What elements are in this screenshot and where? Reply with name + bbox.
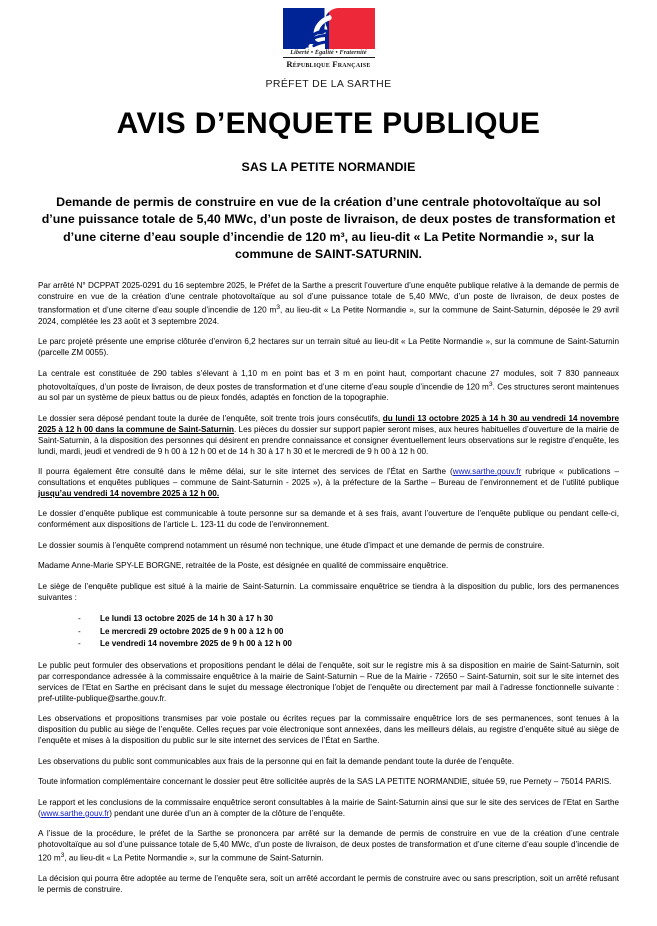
document-header	[38, 0, 619, 90]
paragraph-issue-text-a: A l’issue de la procédure, le préfet de la Sarthe se prononcera par arrêté sur la demande de permis de construire en vue de la création d’une centrale photovoltaïque au sol d’une puissance totale de 5,40 MWc, d’un poste de livraison, de deux postes de transformation et d’une citerne d’eau souple d’incendie de 120 m	[38, 829, 619, 863]
paragraph-consultation-en-ligne	[38, 467, 619, 500]
paragraph-arrete-text-a: Par arrêté N° DCPPAT 2025-0291 du 16 septembre 2025, le Préfet de la Sarthe a prescrit l’ouverture d’une enquête publique relative à la demande de permis de construire en vue de la création d’une centrale photovoltaïque au sol d’une puissance totale de 5,40 MWc, d’un poste de livraison, de deux postes de transformation et d’une citerne d’eau souple d’incendie de 120 m	[38, 281, 619, 315]
republique-francaise-text: République Française	[286, 59, 371, 69]
devise-text: Liberté • Égalité • Fraternité	[290, 50, 367, 56]
superscript-cube-3: 3	[60, 852, 65, 860]
paragraph-centrale-text-b: . Ces structures seront maintenues au sol par un système de pieux battus ou de pieux fondés, adaptés en fonction de la topographie.	[38, 382, 619, 403]
paragraph-centrale-description	[38, 369, 619, 405]
paragraph-information-complementaire: Toute information complémentaire concernant le dossier peut être sollicitée auprès de la SAS LA PETITE NORMANDIE, située 59, rue Pernety – 75014 PARIS.	[38, 777, 612, 787]
paragraph-observations-communicables: Les observations du public sont communicables aux frais de la personne qui en fait la demande pendant toute la durée de l’enquête.	[38, 756, 515, 766]
paragraph-parc-projete: Le parc projeté présente une emprise clôturée d’environ 6,2 hectares sur un terrain situé au lieu-dit « La Petite Normandie », sur la commune de Saint-Saturnin (parcelle ZM 0055).	[38, 337, 619, 358]
paragraph-issue-text-b: , au lieu-dit « La Petite Normandie », sur la commune de Saint-Saturnin.	[64, 853, 324, 863]
paragraph-rapport-text-a: Le rapport et les conclusions de la commissaire enquêtrice seront consultables à la mairie de Saint-Saturnin ainsi que sur le site des services de l’Etat en Sarthe (	[38, 797, 619, 818]
paragraph-dossier-depot	[38, 414, 619, 458]
permanences-list	[38, 613, 619, 650]
paragraph-consultation-text-b: rubrique « publications – consultations et enquêtes publiques – commune de Saint-Saturnin - 2025 »), à la préfecture de la Sarthe – Bureau de l’environnement et de l’utilité publique	[38, 467, 619, 488]
paragraph-arrete-text-b: , au lieu-dit « La Petite Normandie », sur la commune de Saint-Saturnin, déposée le 29 avril 2024, complétée les 23 août et 3 septembre 2024.	[38, 305, 619, 326]
prefect-line: PRÉFET DE LA SARTHE	[265, 78, 392, 90]
paragraph-siege-enquete: Le siège de l’enquête publique est situé à la mairie de Saint-Saturnin. La commissaire enquêtrice se tiendra à la disposition du public, lors des permanences suivantes :	[38, 581, 619, 602]
paragraph-rapport-text-b: ) pendant une durée d’un an à compter de la clôture de l’enquête.	[109, 808, 346, 818]
superscript-cube-1: 3	[276, 303, 281, 311]
enquiry-dates-emphasis: du lundi 13 octobre 2025 à 14 h 30 au vendredi 14 novembre 2025 à 12 h 00 dans la commune de Saint-Saturnin	[38, 413, 619, 434]
list-item: - Le vendredi 14 novembre 2025 de 9 h 00 à 12 h 00	[38, 638, 619, 650]
document-body	[38, 281, 619, 896]
paragraph-commissaire-enquetrice: Madame Anne-Marie SPY-LE BORGNE, retraitée de la Poste, est désignée en qualité de commissaire enquêtrice.	[38, 561, 449, 571]
superscript-cube-2: 3	[488, 380, 493, 388]
company-subtitle: SAS LA PETITE NORMANDIE	[241, 159, 416, 174]
paragraph-contenu-dossier: Le dossier soumis à l’enquête comprend notamment un résumé non technique, une étude d’impact et une demande de permis de construire.	[38, 540, 545, 550]
paragraph-arrete	[38, 281, 619, 328]
list-item: - Le mercredi 29 octobre 2025 de 9 h 00 à 12 h 00	[38, 626, 619, 638]
paragraph-issue-procedure	[38, 829, 619, 865]
paragraph-rapport-conclusions	[38, 798, 619, 820]
paragraph-dossier-text-a: Le dossier sera déposé pendant toute la durée de l’enquête, soit trente trois jours consécutifs,	[38, 413, 383, 423]
paragraph-observations-transmission: Les observations et propositions transmises par voie postale ou écrites reçues par la commissaire enquêtrice lors de ses permanences, sont tenues à la disposition du public au siège de l’enquête. Celles reçues par voie électronique sont annexées, dans les meilleurs délais, au registre d’enquête situé au siège de l’enquête et mises à la disposition du public sur le site internet des services de l’État en Sarthe.	[38, 714, 619, 746]
page-title: AVIS D’ENQUETE PUBLIQUE	[116, 107, 541, 140]
paragraph-communicabilite: Le dossier d’enquête publique est communicable à toute personne sur sa demande et à ses frais, avant l’ouverture de l’enquête publique ou pendant celle-ci, conformément aux dispositions de l’article L. 123-11 du code de l’environnement.	[38, 509, 619, 530]
paragraph-observations-public: Le public peut formuler des observations et propositions pendant le délai de l’enquête, soit sur le registre mis à sa disposition en mairie de Saint-Saturnin, soit par correspondance adressée à la commissaire enquêtrice à la mairie de Saint-Saturnin – Rue de la Mairie - 72650 – Saint-Saturnin, soit sur le site internet des services de l’Etat en Sarthe en précisant dans le sujet du message électronique l’objet de l’enquête ou directement par mail à l’adresse fonctionnelle suivante : pref-utilite-publique@sarthe.gouv.fr.	[38, 660, 619, 703]
consultation-deadline-emphasis: jusqu’au vendredi 14 novembre 2025 à 12 h 00.	[38, 489, 220, 498]
republique-francaise-marianne-logo	[283, 8, 375, 49]
paragraph-dossier-text-b: . Les pièces du dossier sur support papier seront mises, aux heures habituelles d’ouverture de la mairie de Saint-Saturnin, à la disposition des personnes qui désirent en prendre connaissance et consigner éventuellement leurs observations sur le registre d’enquête, les lundi, mardi, jeudi et vendredi de 9 h 00 à 12 h 00 et de 14 h 30 à 17 h 30 et le mercredi de 9 h 00 à 12 h 00.	[38, 424, 619, 456]
logo-divider-rule	[283, 57, 375, 58]
list-item: - Le lundi 13 octobre 2025 de 14 h 30 à 17 h 30	[38, 613, 619, 625]
sarthe-gouv-link-1[interactable]: www.sarthe.gouv.fr	[452, 467, 522, 477]
sarthe-gouv-link-2[interactable]: www.sarthe.gouv.fr	[40, 808, 110, 818]
paragraph-decision: La décision qui pourra être adoptée au terme de l’enquête sera, soit un arrêté accordant le permis de construire avec ou sans prescription, soit un arrêté refusant le permis de construire.	[38, 874, 619, 895]
paragraph-centrale-text-a: La centrale est constituée de 290 tables s’élevant à 1,10 m en point bas et 3 m en point haut, comportant chacune 27 modules, soit 7 830 panneaux photovoltaïques, d’un poste de livraison, de deux postes de transformation et d’une citerne d’eau souple d’incendie de 120 m	[38, 368, 619, 392]
paragraph-consultation-text-a: Il pourra également être consulté dans le même délai, sur le site internet des services de l’État en Sarthe (	[38, 467, 453, 477]
lead-paragraph: Demande de permis de construire en vue de la création d’une centrale photovoltaïque au sol d’une puissance totale de 5,40 MWc, d’un poste de livraison, de deux postes de transformation et d’une citerne d’eau souple d’incendie de 120 m³, au lieu-dit « La Petite Normandie », sur la commune de SAINT-SATURNIN.	[41, 194, 616, 262]
